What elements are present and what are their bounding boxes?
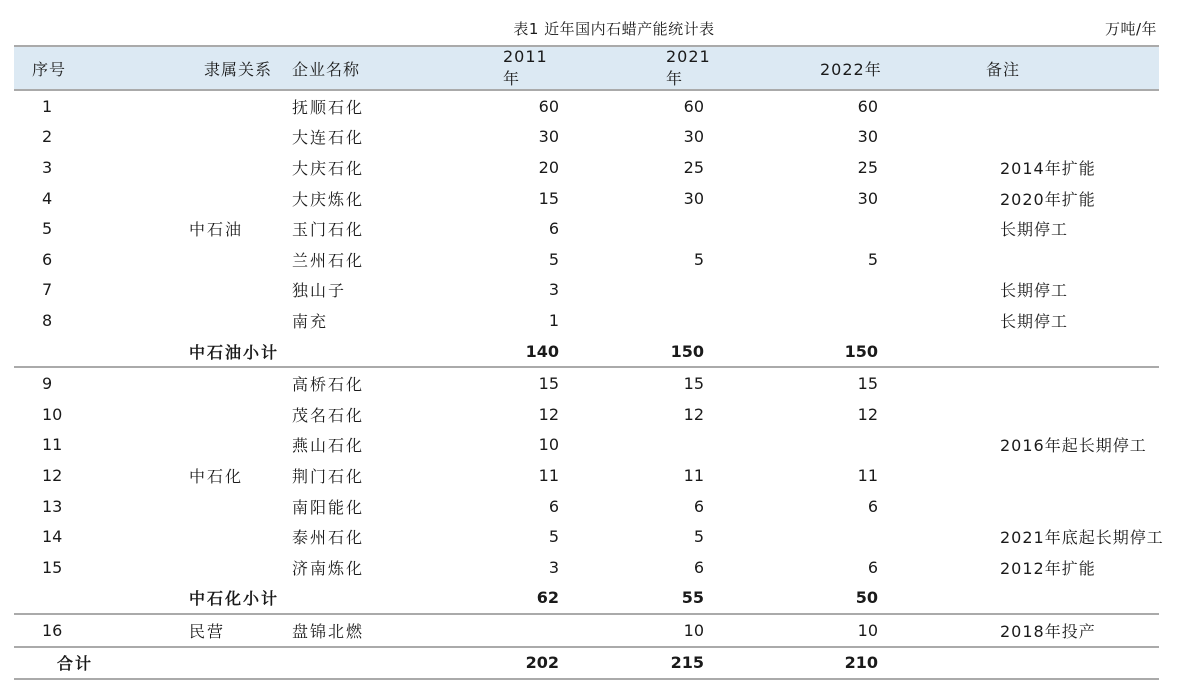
row-group — [82, 552, 292, 583]
row-2011: 30 — [538, 127, 559, 147]
table-row — [14, 275, 1159, 306]
row-2021: 15 — [683, 374, 704, 394]
header-note: 备注 — [890, 46, 1159, 90]
row-no: 5 — [42, 219, 53, 239]
header-2022: 2022年 — [714, 46, 890, 90]
row-2021: 6 — [693, 557, 704, 577]
total-2011: 202 — [434, 647, 559, 680]
row-2022: 30 — [857, 127, 878, 147]
table-row — [14, 213, 1159, 244]
row-group — [82, 521, 292, 552]
row-no: 4 — [42, 188, 53, 208]
row-group — [82, 244, 292, 275]
row-note: 2018年投产 — [890, 614, 1159, 647]
row-2021: 5 — [693, 249, 704, 269]
table-caption: 表1 近年国内石蜡产能统计表 — [513, 20, 715, 38]
row-2011: 6 — [548, 496, 559, 516]
row-2022: 60 — [857, 96, 878, 116]
table-row — [14, 430, 1159, 461]
row-company: 荆门石化 — [292, 466, 365, 486]
row-group: 中石油 — [189, 220, 244, 240]
table-row — [14, 244, 1159, 275]
row-2022 — [714, 275, 890, 306]
row-2011: 15 — [538, 374, 559, 394]
row-company: 玉门石化 — [292, 220, 365, 240]
total-row — [14, 647, 1159, 680]
row-no: 2 — [42, 127, 53, 147]
table-row — [14, 399, 1159, 430]
row-no: 13 — [42, 496, 63, 516]
row-2011: 3 — [548, 557, 559, 577]
table-row — [14, 152, 1159, 183]
subtotal-2011: 140 — [434, 336, 559, 368]
subtotal-note — [890, 583, 1159, 615]
subtotal-no — [14, 583, 82, 615]
row-2021 — [559, 213, 714, 244]
table-row — [14, 122, 1159, 153]
subtotal-label: 中石油小计 — [82, 336, 292, 368]
table-row — [14, 305, 1159, 336]
row-2021: 25 — [683, 157, 704, 177]
row-2011: 5 — [548, 249, 559, 269]
subtotal-2021: 55 — [559, 583, 714, 615]
row-company: 大庆石化 — [292, 158, 365, 178]
row-company: 泰州石化 — [292, 528, 365, 548]
row-no: 12 — [42, 465, 63, 485]
row-note — [890, 122, 1159, 153]
row-group — [82, 430, 292, 461]
row-company: 济南炼化 — [292, 558, 365, 578]
row-no: 15 — [42, 557, 63, 577]
row-note: 长期停工 — [1000, 281, 1069, 301]
subtotal-2022: 150 — [714, 336, 890, 368]
header-company: 企业名称 — [292, 46, 434, 90]
row-2011: 5 — [548, 527, 559, 547]
row-2022: 10 — [714, 614, 890, 647]
row-company: 高桥石化 — [292, 375, 365, 395]
row-company: 独山子 — [292, 281, 347, 301]
row-2021: 60 — [683, 96, 704, 116]
row-2021: 11 — [683, 465, 704, 485]
row-2021 — [559, 430, 714, 461]
row-2021: 12 — [683, 404, 704, 424]
header-group: 隶属关系 — [82, 46, 292, 90]
capacity-table — [14, 45, 1164, 680]
subtotal-company — [292, 583, 434, 615]
row-note: 长期停工 — [1000, 220, 1069, 240]
row-group: 中石化 — [189, 466, 244, 486]
row-note: 2014年扩能 — [1000, 158, 1096, 178]
total-company — [292, 647, 434, 680]
header-2011: 2011年 — [434, 46, 559, 90]
subtotal-label: 中石化小计 — [82, 583, 292, 615]
row-company: 南充 — [292, 311, 329, 331]
row-note — [890, 244, 1159, 275]
row-2021: 30 — [683, 127, 704, 147]
row-2022 — [714, 213, 890, 244]
total-note — [890, 647, 1159, 680]
row-2011: 60 — [538, 96, 559, 116]
row-company: 抚顺石化 — [292, 97, 365, 117]
row-2021 — [559, 275, 714, 306]
table-row — [14, 521, 1159, 552]
row-group — [82, 122, 292, 153]
table-row — [14, 552, 1159, 583]
subtotal-note — [890, 336, 1159, 368]
row-no: 3 — [42, 157, 53, 177]
table-row — [14, 491, 1159, 522]
row-2022: 15 — [857, 374, 878, 394]
subtotal-company — [292, 336, 434, 368]
row-company: 大连石化 — [292, 128, 365, 148]
row-2022 — [714, 430, 890, 461]
table-row — [14, 460, 1159, 491]
row-company: 南阳能化 — [292, 497, 365, 517]
row-2021 — [559, 305, 714, 336]
row-group — [82, 152, 292, 183]
row-2011: 10 — [538, 435, 559, 455]
row-group — [82, 305, 292, 336]
row-no: 10 — [42, 404, 63, 424]
row-note: 2012年扩能 — [1000, 558, 1096, 578]
row-company: 兰州石化 — [292, 250, 365, 270]
header-no: 序号 — [14, 46, 82, 90]
row-no: 8 — [42, 310, 53, 330]
row-note — [890, 90, 1159, 122]
row-group: 民营 — [82, 614, 292, 647]
table-row — [14, 90, 1159, 122]
total-2021: 215 — [559, 647, 714, 680]
header-2021: 2021年 — [559, 46, 714, 90]
row-note: 2021年底起长期停工 — [1000, 528, 1164, 548]
row-2022: 6 — [867, 557, 878, 577]
row-company: 燕山石化 — [292, 436, 365, 456]
row-2021: 10 — [559, 614, 714, 647]
row-no: 1 — [42, 96, 53, 116]
row-no: 11 — [42, 435, 63, 455]
row-note — [890, 399, 1159, 430]
row-no: 9 — [42, 374, 53, 394]
row-2011: 12 — [538, 404, 559, 424]
row-no: 16 — [14, 614, 82, 647]
row-group — [82, 90, 292, 122]
row-2022: 12 — [857, 404, 878, 424]
unit-label: 万吨/年 — [1104, 20, 1157, 38]
total-label: 合计 — [14, 647, 292, 680]
row-note: 长期停工 — [1000, 311, 1069, 331]
row-group — [82, 275, 292, 306]
row-2021: 30 — [683, 188, 704, 208]
row-2022: 11 — [857, 465, 878, 485]
row-group — [82, 399, 292, 430]
row-group — [82, 491, 292, 522]
row-2021: 6 — [693, 496, 704, 516]
table-row — [14, 367, 1159, 399]
row-company: 茂名石化 — [292, 405, 365, 425]
row-note — [890, 491, 1159, 522]
row-no: 7 — [42, 280, 53, 300]
row-2011: 11 — [538, 465, 559, 485]
row-company: 盘锦北燃 — [292, 614, 434, 647]
subtotal-2011: 62 — [434, 583, 559, 615]
row-company: 大庆炼化 — [292, 189, 365, 209]
subtotal-2022: 50 — [714, 583, 890, 615]
row-2011: 6 — [548, 219, 559, 239]
subtotal-no — [14, 336, 82, 368]
total-2022: 210 — [714, 647, 890, 680]
row-2011: 3 — [548, 280, 559, 300]
row-no: 14 — [42, 527, 63, 547]
subtotal-row-cnpc — [14, 336, 1159, 368]
table-row — [14, 183, 1159, 214]
row-2022 — [714, 521, 890, 552]
row-2022: 6 — [867, 496, 878, 516]
row-2022: 25 — [857, 157, 878, 177]
row-note — [890, 367, 1159, 399]
row-2011: 15 — [538, 188, 559, 208]
row-2022 — [714, 305, 890, 336]
row-2022: 5 — [867, 249, 878, 269]
row-2011: 1 — [548, 310, 559, 330]
row-2011 — [434, 614, 559, 647]
row-2022: 30 — [857, 188, 878, 208]
subtotal-2021: 150 — [559, 336, 714, 368]
row-2011: 20 — [538, 157, 559, 177]
subtotal-row-sinopec — [14, 583, 1159, 615]
row-note: 2020年扩能 — [1000, 189, 1096, 209]
row-2021: 5 — [693, 527, 704, 547]
row-no: 6 — [42, 249, 53, 269]
row-note — [890, 460, 1159, 491]
row-group — [82, 367, 292, 399]
row-group — [82, 183, 292, 214]
table-row — [14, 614, 1159, 647]
row-note: 2016年起长期停工 — [1000, 436, 1147, 456]
header-row — [14, 46, 1159, 90]
